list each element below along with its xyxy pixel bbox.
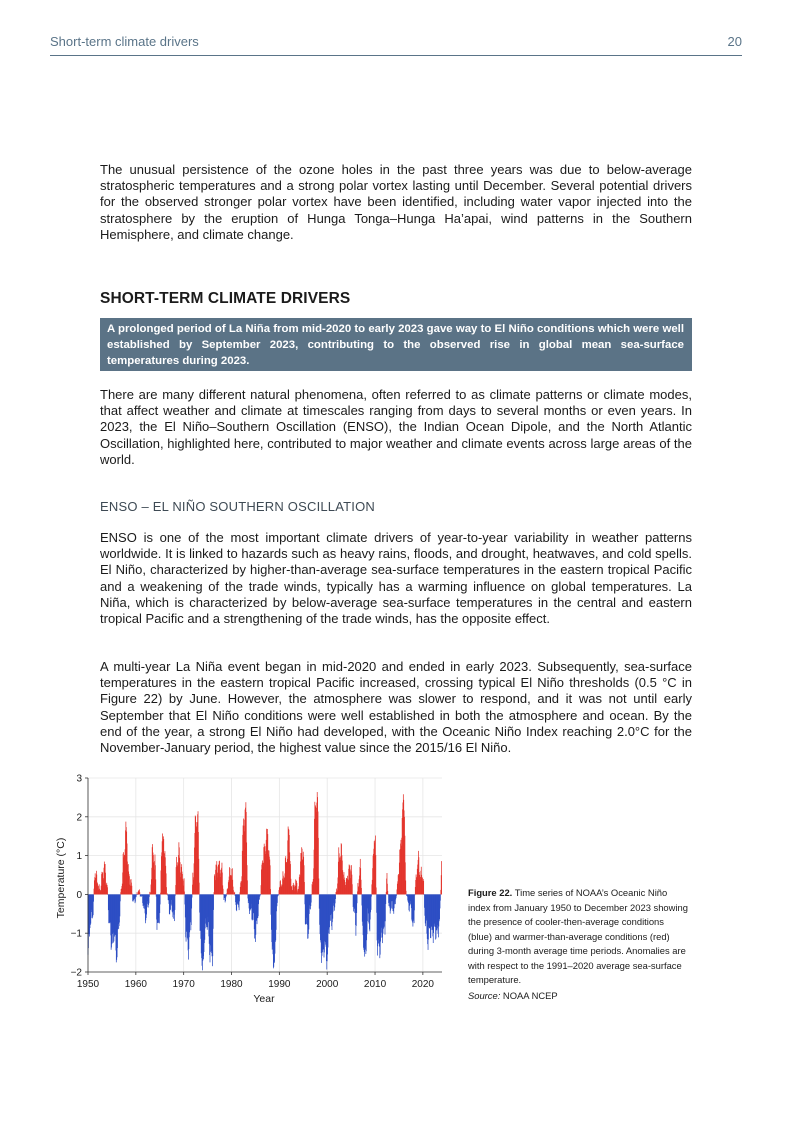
negative-anomaly-bar [239,894,240,901]
positive-anomaly-bar [132,894,133,895]
positive-anomaly-bar [318,878,319,894]
positive-anomaly-bar [311,894,312,895]
negative-anomaly-bar [335,894,336,899]
page-header [50,34,742,54]
positive-anomaly-bar [166,887,167,894]
negative-anomaly-bar [385,894,386,904]
figure-caption-text: Time series of NOAA’s Oceanic Niño index from January 1950 to December 2023 showing the presence of cooler-then-average conditions (blue) and warmer-than-average conditions (red) during 3-month average time periods. Anomalies are with respect to the 1991–2020 average sea-surface temperature. [468,887,688,985]
figure-label: Figure 22. [468,887,513,898]
x-tick-label: 1960 [124,979,147,990]
positive-anomaly-bar [167,893,168,894]
negative-anomaly-bar [175,894,176,895]
section-heading: SHORT-TERM CLIMATE DRIVERS [100,290,351,307]
positive-anomaly-bar [234,892,235,895]
negative-anomaly-bar [175,894,176,910]
y-tick-label: −1 [70,928,82,940]
negative-anomaly-bar [415,894,416,895]
positive-anomaly-bar [247,880,248,894]
negative-anomaly-bar [226,894,227,896]
negative-anomaly-bar [440,894,441,900]
negative-anomaly-bar [192,894,193,897]
figure-source [468,989,690,1004]
negative-anomaly-bar [136,894,137,895]
header-rule [50,55,742,56]
negative-anomaly-bar [396,894,397,895]
positive-anomaly-bar [376,887,377,894]
x-tick-label: 1950 [76,979,100,990]
positive-anomaly-bar [131,886,132,895]
figure-caption [468,886,690,1003]
negative-anomaly-bar [260,894,261,895]
y-tick-label: 0 [76,889,82,901]
negative-anomaly-bar [137,894,138,895]
negative-anomaly-bar [357,894,358,903]
x-axis-title: Year [253,993,275,1005]
oni-chart [50,768,450,1013]
negative-anomaly-bar [160,894,161,904]
positive-anomaly-bar [199,883,200,895]
drivers-paragraph: There are many different natural phenomena, often referred to as climate patterns or climate modes, that affect weather and climate at timescales ranging from days to several months or even years. In 2023, the El Niño–Southern Oscillation (ENSO), the Indian Ocean Dipole, and the North Atlantic Oscillation, highlighted here, contributed to major weather and climate events across large areas of the world. [100,387,692,467]
positive-anomaly-bar [361,888,362,894]
positive-anomaly-bar [107,887,108,894]
y-tick-label: 3 [76,773,82,785]
section-title: Short-term climate drivers [50,34,199,49]
positive-anomaly-bar [223,889,224,895]
positive-anomaly-bar [352,884,353,894]
x-tick-label: 1980 [220,979,243,990]
positive-anomaly-bar [441,861,442,894]
positive-anomaly-bar [270,889,271,894]
ozone-paragraph: The unusual persistence of the ozone holes in the past three years was due to below-average stratospheric temperatures and a strong polar vortex lasting until December. Several potential drivers for the observed stronger polar vortex have been identified, including water vapor injected into the stratosphere by the eruption of Hunga Tonga–Hunga Ha’apai, wind patterns in the Southern Hemisphere, and climate change. [100,162,692,242]
oni-chart-svg [50,768,450,1013]
negative-anomaly-bar [278,894,279,895]
key-message-box: A prolonged period of La Niña from mid-2020 to early 2023 gave way to El Niño conditions which were well established by September 2023, contributing to the observed rise in global mean sea-surface temperatures during 2023. [100,318,692,371]
negative-anomaly-bar [371,894,372,909]
positive-anomaly-bar [387,891,388,895]
enso-paragraph-1: ENSO is one of the most important climate drivers of year-to-year variability in weather patterns worldwide. It is linked to hazards such as heavy rains, floods, and drought, heatwaves, and cold spells. El Niño, characterized by higher-than-average sea-surface temperatures in the eastern tropical Pacific and a weakening of the trade winds, typically has a warming influence on global temperatures. La Niña, which is characterized by below-average sea-surface temperatures in the central and eastern tropical Pacific and a strengthening of the trade winds, has the opposite effect. [100,530,692,627]
negative-anomaly-bar [93,894,94,901]
negative-anomaly-bar [311,894,312,902]
y-tick-label: 1 [76,851,82,863]
x-tick-label: 2010 [363,979,387,990]
positive-anomaly-bar [184,892,185,895]
y-tick-label: 2 [76,812,82,824]
page-number: 20 [727,34,742,49]
x-tick-label: 2020 [411,979,434,990]
x-tick-label: 1970 [172,979,195,990]
positive-anomaly-bar [137,894,138,895]
source-label: Source: [468,989,501,1001]
x-tick-label: 1990 [268,979,291,990]
data-area [88,792,442,970]
y-tick-label: −2 [70,967,82,979]
enso-paragraph-2: A multi-year La Niña event began in mid-2020 and ended in early 2023. Subsequently, sea-surface temperatures in the eastern tropical Pacific increased, crossing typical El Niño thresholds (0.5 °C in Figure 22) by June. However, the atmosphere was slower to respond, and it was not until early September that El Niño conditions were well established in both the atmosphere and ocean. By the end of the year, a strong El Niño had developed, with the Oceanic Niño Index reaching 2.0°C for the November-January period, the highest value since the 2015/16 El Niño. [100,659,692,756]
positive-anomaly-bar [423,881,424,894]
negative-anomaly-bar [213,894,214,909]
source-text: NOAA NCEP [500,989,558,1001]
positive-anomaly-bar [139,892,140,894]
positive-anomaly-bar [155,879,156,894]
positive-anomaly-bar [233,890,234,894]
positive-anomaly-bar [304,882,305,894]
x-tick-label: 2000 [316,979,339,990]
negative-anomaly-bar [120,894,121,901]
enso-heading: ENSO – EL NIÑO SOUTHERN OSCILLATION [100,499,375,514]
positive-anomaly-bar [406,891,407,895]
y-axis-title: Temperature (°C) [55,837,67,919]
negative-anomaly-bar [414,894,415,910]
negative-anomaly-bar [371,894,372,896]
negative-anomaly-bar [149,894,150,896]
